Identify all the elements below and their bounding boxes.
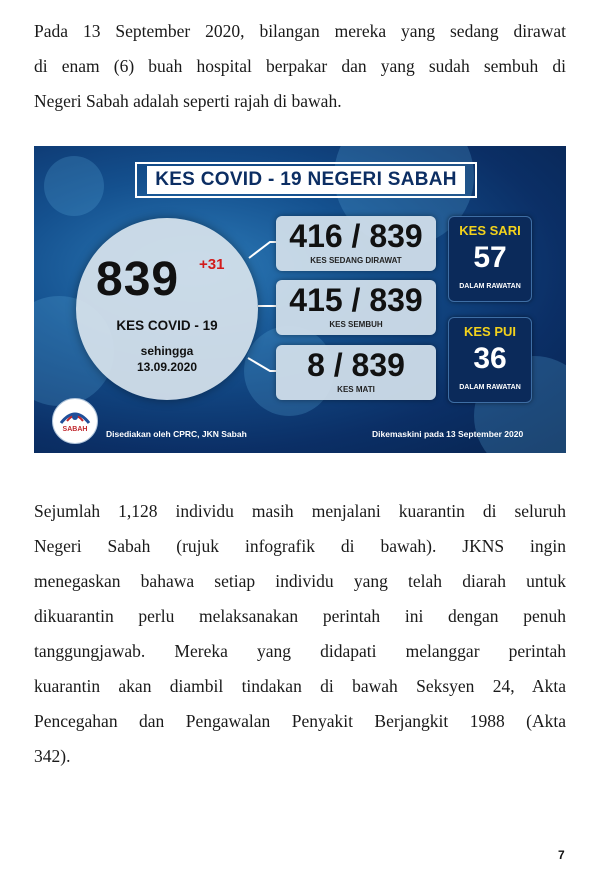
quarantine-line: Pencegahan dan Pengawalan Penyakit Berjangkit 1988 (Akta xyxy=(34,711,566,731)
total-cases-number: 839 xyxy=(96,253,180,306)
quarantine-line: kuarantin akan diambil tindakan di bawah Seksyen 24, Akta xyxy=(34,676,566,696)
infographic-title: KES COVID - 19 NEGERI SABAH xyxy=(147,166,465,194)
intro-line: Negeri Sabah adalah seperti rajah di bawah. xyxy=(34,91,342,111)
side-box-value: 57 xyxy=(473,241,507,274)
jkn-sabah-logo xyxy=(52,398,98,444)
prepared-by-note: Disediakan oleh CPRC, JKN Sabah xyxy=(106,429,247,439)
quarantine-line: Sejumlah 1,128 individu masih menjalani kuarantin di seluruh xyxy=(34,501,566,521)
quarantine-line: tanggungjawab. Mereka yang didapati melanggar perintah xyxy=(34,641,566,661)
side-box-value: 36 xyxy=(473,342,507,375)
quarantine-line: dikuarantin perlu melaksanakan perintah ini dengan penuh xyxy=(34,606,566,626)
sari-box xyxy=(448,216,532,302)
stat-caption: KES MATI xyxy=(337,385,375,394)
intro-paragraph xyxy=(34,14,566,119)
stat-caption: KES SEDANG DIRAWAT xyxy=(310,256,402,265)
logo-emblem-icon xyxy=(53,399,97,443)
total-cases-label: KES COVID - 19 xyxy=(116,318,218,333)
as-of-date: 13.09.2020 xyxy=(136,360,198,374)
quarantine-line: Negeri Sabah (rujuk infografik di bawah). JKNS ingin xyxy=(34,536,566,556)
side-box-subtitle: DALAM RAWATAN xyxy=(459,283,521,290)
stat-box-deaths xyxy=(276,345,436,400)
quarantine-line: 342). xyxy=(34,746,71,766)
pui-box xyxy=(448,317,532,403)
stat-value: 8 / 839 xyxy=(307,347,405,383)
title-banner xyxy=(135,162,477,198)
stat-value: 415 / 839 xyxy=(289,282,423,318)
intro-line: Pada 13 September 2020, bilangan mereka yang sedang dirawat xyxy=(34,21,566,41)
stat-box-recovered xyxy=(276,280,436,335)
until-label: sehingga xyxy=(140,344,194,358)
side-box-subtitle: DALAM RAWATAN xyxy=(459,384,521,391)
updated-on-note: Dikemaskini pada 13 September 2020 xyxy=(372,429,524,439)
side-box-title: KES SARI xyxy=(459,223,521,238)
stat-value: 416 / 839 xyxy=(289,218,423,254)
page-number: 7 xyxy=(558,848,565,862)
stat-box-treated xyxy=(276,216,436,271)
covid-infographic xyxy=(34,146,566,453)
intro-line: di enam (6) buah hospital berpakar dan yang sudah sembuh di xyxy=(34,56,566,76)
quarantine-paragraph xyxy=(34,494,566,774)
new-cases-badge: +31 xyxy=(199,256,225,273)
side-box-title: KES PUI xyxy=(463,324,516,339)
logo-label: SABAH xyxy=(62,426,88,433)
stat-caption: KES SEMBUH xyxy=(329,320,383,329)
quarantine-line: menegaskan bahawa setiap individu yang telah diarah untuk xyxy=(34,571,566,591)
